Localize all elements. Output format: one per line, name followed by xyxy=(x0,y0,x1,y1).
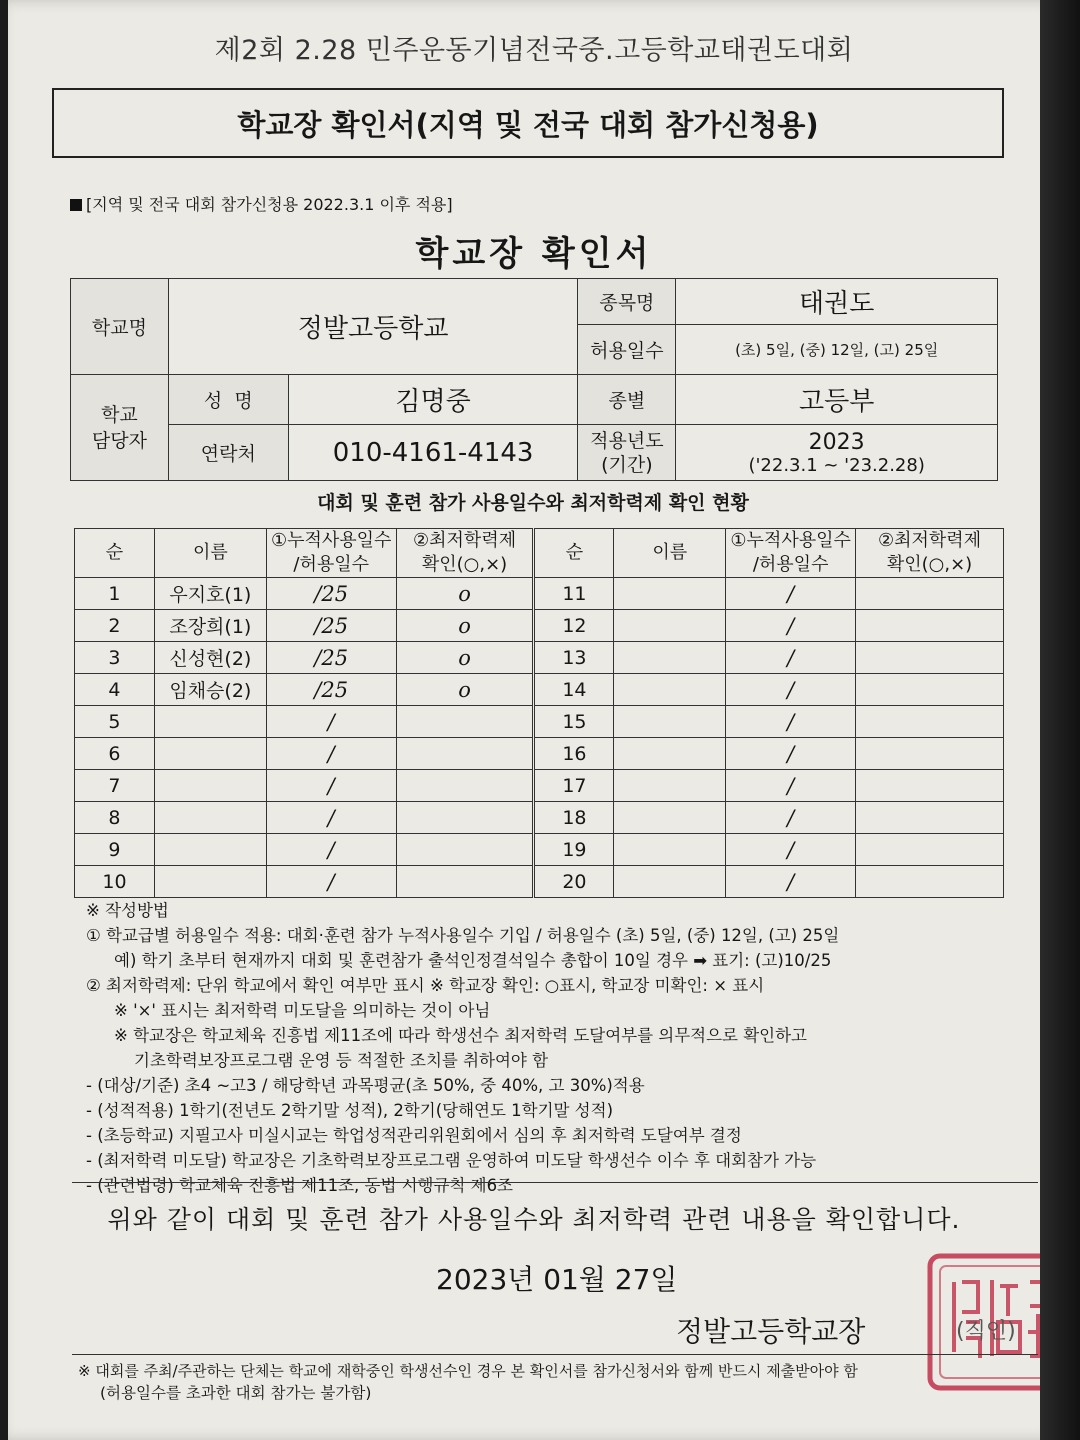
sport-value: 태권도 xyxy=(676,279,998,325)
manager-label: 학교 담당자 xyxy=(71,375,169,481)
contact-label: 연락처 xyxy=(168,425,288,481)
row-days: /25 xyxy=(266,578,396,610)
footnote xyxy=(78,1360,1048,1404)
row-name xyxy=(154,770,266,802)
row-check-right xyxy=(856,834,1004,866)
row-name-right xyxy=(614,738,726,770)
row-check xyxy=(396,770,534,802)
table-row xyxy=(75,642,1004,674)
event-title: 제2회 2.28 민주운동기념전국중.고등학교태권도대회 xyxy=(214,35,854,66)
row-check: o xyxy=(396,578,534,610)
col-days-header: ①누적사용일수 /허용일수 xyxy=(266,529,396,578)
notes-section xyxy=(86,898,1016,1198)
row-days: / xyxy=(266,834,396,866)
row-days-right: / xyxy=(726,610,856,642)
footnote-line-2: (허용일수를 초과한 대회 참가는 불가함) xyxy=(100,1384,372,1402)
row-check-right xyxy=(856,642,1004,674)
row-name-right xyxy=(614,610,726,642)
row-name: 임채승(2) xyxy=(154,674,266,706)
footnote-line-1: ※ 대회를 주최/주관하는 단체는 학교에 재학중인 학생선수인 경우 본 확인서를 참가신청서와 함께 반드시 제출받아야 함 xyxy=(78,1362,858,1380)
col-days-header-right: ①누적사용일수 /허용일수 xyxy=(726,529,856,578)
row-check-right xyxy=(856,802,1004,834)
note-1: ① 학교급별 허용일수 적용: 대회·훈련 참가 누적사용일수 기입 / 허용일수 (초) 5일, (중) 12일, (고) 25일 xyxy=(86,926,840,945)
row-days-right: / xyxy=(726,674,856,706)
row-check xyxy=(396,706,534,738)
detail-4: - (최저학력 미도달) 학교장은 기초학력보장프로그램 운영하여 미도달 학생선수 이수 후 대회참가 가능 xyxy=(86,1151,817,1170)
col-check-header-right: ②최저학력제 확인(○,×) xyxy=(856,529,1004,578)
row-check xyxy=(396,866,534,898)
note-1-example: 예) 학기 초부터 현재까지 대회 및 훈련참가 출석인정결석일수 총합이 10일 경우 ➡ 표기: (고)10/25 xyxy=(114,951,832,970)
apply-note-text: [지역 및 전국 대회 참가신청용 2022.3.1 이후 적용] xyxy=(86,195,453,214)
seal-label: (직인) xyxy=(956,1319,1016,1344)
row-no: 7 xyxy=(75,770,155,802)
divider-bottom xyxy=(72,1354,1038,1355)
year-value: 2023 xyxy=(808,429,865,455)
row-name-right xyxy=(614,578,726,610)
row-no-right: 17 xyxy=(534,770,614,802)
contact-value: 010-4161-4143 xyxy=(288,425,578,481)
row-no-right: 16 xyxy=(534,738,614,770)
note-2a: ※ '×' 표시는 최저학력 미도달을 의미하는 것이 아님 xyxy=(114,1001,491,1020)
row-name-right xyxy=(614,834,726,866)
school-info-table xyxy=(70,278,998,481)
row-days: / xyxy=(266,706,396,738)
row-check-right xyxy=(856,738,1004,770)
row-name: 우지호(1) xyxy=(154,578,266,610)
row-days-right: / xyxy=(726,802,856,834)
row-days-right: / xyxy=(726,642,856,674)
col-no-header-right: 순 xyxy=(534,529,614,578)
row-days-right: / xyxy=(726,738,856,770)
row-days: / xyxy=(266,802,396,834)
row-name xyxy=(154,802,266,834)
row-name-right xyxy=(614,642,726,674)
row-no-right: 12 xyxy=(534,610,614,642)
row-name xyxy=(154,866,266,898)
row-check-right xyxy=(856,770,1004,802)
row-check-right xyxy=(856,578,1004,610)
row-check xyxy=(396,802,534,834)
divider-top xyxy=(72,1182,1038,1183)
row-name: 신성현(2) xyxy=(154,642,266,674)
row-check xyxy=(396,834,534,866)
note-2c: 기초학력보장프로그램 운영 등 적절한 조치를 취하여야 함 xyxy=(134,1051,549,1070)
note-2: ② 최저학력제: 단위 학교에서 확인 여부만 표시 ※ 학교장 확인: ○표시, 학교장 미확인: × 표시 xyxy=(86,976,765,995)
issue-date: 2023년 01월 27일 xyxy=(436,1263,678,1296)
row-no: 9 xyxy=(75,834,155,866)
division-value: 고등부 xyxy=(676,375,998,425)
detail-1: - (대상/기준) 초4 ~고3 / 해당학년 과목평균(초 50%, 중 40%, 고 30%)적용 xyxy=(86,1076,645,1095)
row-days-right: / xyxy=(726,770,856,802)
row-days: /25 xyxy=(266,610,396,642)
allowed-days-label: 허용일수 xyxy=(578,325,676,375)
row-no-right: 11 xyxy=(534,578,614,610)
document-paper xyxy=(8,0,1060,1440)
notes-heading: ※ 작성방법 xyxy=(86,901,169,920)
table-row xyxy=(75,706,1004,738)
row-name-right xyxy=(614,802,726,834)
row-name-right xyxy=(614,770,726,802)
detail-3: - (초등학교) 지필고사 미실시교는 학업성적관리위원회에서 심의 후 최저학력 도달여부 결정 xyxy=(86,1126,742,1145)
row-name xyxy=(154,738,266,770)
col-name-header-right: 이름 xyxy=(614,529,726,578)
table-row xyxy=(75,866,1004,898)
roster-table xyxy=(74,528,1004,898)
row-no-right: 19 xyxy=(534,834,614,866)
row-days-right: / xyxy=(726,834,856,866)
row-check: o xyxy=(396,642,534,674)
row-check-right xyxy=(856,610,1004,642)
row-no: 2 xyxy=(75,610,155,642)
apply-note xyxy=(70,192,453,215)
row-no: 10 xyxy=(75,866,155,898)
col-name-header: 이름 xyxy=(154,529,266,578)
table-row xyxy=(75,674,1004,706)
row-days-right: / xyxy=(726,578,856,610)
table-row xyxy=(75,738,1004,770)
col-check-header: ②최저학력제 확인(○,×) xyxy=(396,529,534,578)
sport-label: 종목명 xyxy=(578,279,676,325)
row-no: 3 xyxy=(75,642,155,674)
main-title: 학교장 확인서 xyxy=(415,234,653,274)
manager-name: 김명중 xyxy=(288,375,578,425)
row-name xyxy=(154,706,266,738)
year-cell xyxy=(676,425,998,481)
form-title: 학교장 확인서(지역 및 전국 대회 참가신청용) xyxy=(52,88,1004,158)
detail-2: - (성적적용) 1학기(전년도 2학기말 성적), 2학기(당해연도 1학기말 성적) xyxy=(86,1101,614,1120)
row-days-right: / xyxy=(726,706,856,738)
row-days: / xyxy=(266,770,396,802)
table-row xyxy=(75,770,1004,802)
year-label: 적용년도 (기간) xyxy=(578,425,676,481)
row-check-right xyxy=(856,706,1004,738)
row-check: o xyxy=(396,610,534,642)
table-row xyxy=(75,802,1004,834)
row-days: /25 xyxy=(266,642,396,674)
row-no: 6 xyxy=(75,738,155,770)
row-name-right xyxy=(614,866,726,898)
section-title: 대회 및 훈련 참가 사용일수와 최저학력제 확인 현황 xyxy=(317,492,749,514)
row-check: o xyxy=(396,674,534,706)
row-name-right xyxy=(614,706,726,738)
row-check xyxy=(396,738,534,770)
row-no-right: 14 xyxy=(534,674,614,706)
school-label: 학교명 xyxy=(71,279,169,375)
row-no: 8 xyxy=(75,802,155,834)
col-no-header: 순 xyxy=(75,529,155,578)
row-no-right: 13 xyxy=(534,642,614,674)
table-row xyxy=(75,578,1004,610)
division-label: 종별 xyxy=(578,375,676,425)
year-period: ('22.3.1 ~ '23.2.28) xyxy=(748,454,925,476)
row-no: 4 xyxy=(75,674,155,706)
allowed-days-value: (초) 5일, (중) 12일, (고) 25일 xyxy=(676,325,998,375)
row-check-right xyxy=(856,674,1004,706)
row-name: 조장희(1) xyxy=(154,610,266,642)
name-label: 성 명 xyxy=(168,375,288,425)
row-name xyxy=(154,834,266,866)
square-bullet-icon xyxy=(70,199,82,211)
principal-name: 정발고등학교장 xyxy=(676,1315,866,1348)
detail-5: - (관련법령) 학교체육 진흥법 제11조, 동법 시행규칙 제6조 xyxy=(86,1176,513,1195)
row-name-right xyxy=(614,674,726,706)
note-2b: ※ 학교장은 학교체육 진흥법 제11조에 따라 학생선수 최저학력 도달여부를 의무적으로 확인하고 xyxy=(114,1026,807,1045)
confirm-text: 위와 같이 대회 및 훈련 참가 사용일수와 최저학력 관련 내용을 확인합니다. xyxy=(107,1205,961,1234)
row-days: / xyxy=(266,738,396,770)
row-days: / xyxy=(266,866,396,898)
table-row xyxy=(75,610,1004,642)
row-days: /25 xyxy=(266,674,396,706)
table-row xyxy=(75,834,1004,866)
row-no-right: 15 xyxy=(534,706,614,738)
row-no: 1 xyxy=(75,578,155,610)
school-name: 정발고등학교 xyxy=(168,279,578,375)
background-edge xyxy=(1040,0,1080,1440)
row-days-right: / xyxy=(726,866,856,898)
row-no-right: 18 xyxy=(534,802,614,834)
row-no: 5 xyxy=(75,706,155,738)
row-check-right xyxy=(856,866,1004,898)
row-no-right: 20 xyxy=(534,866,614,898)
